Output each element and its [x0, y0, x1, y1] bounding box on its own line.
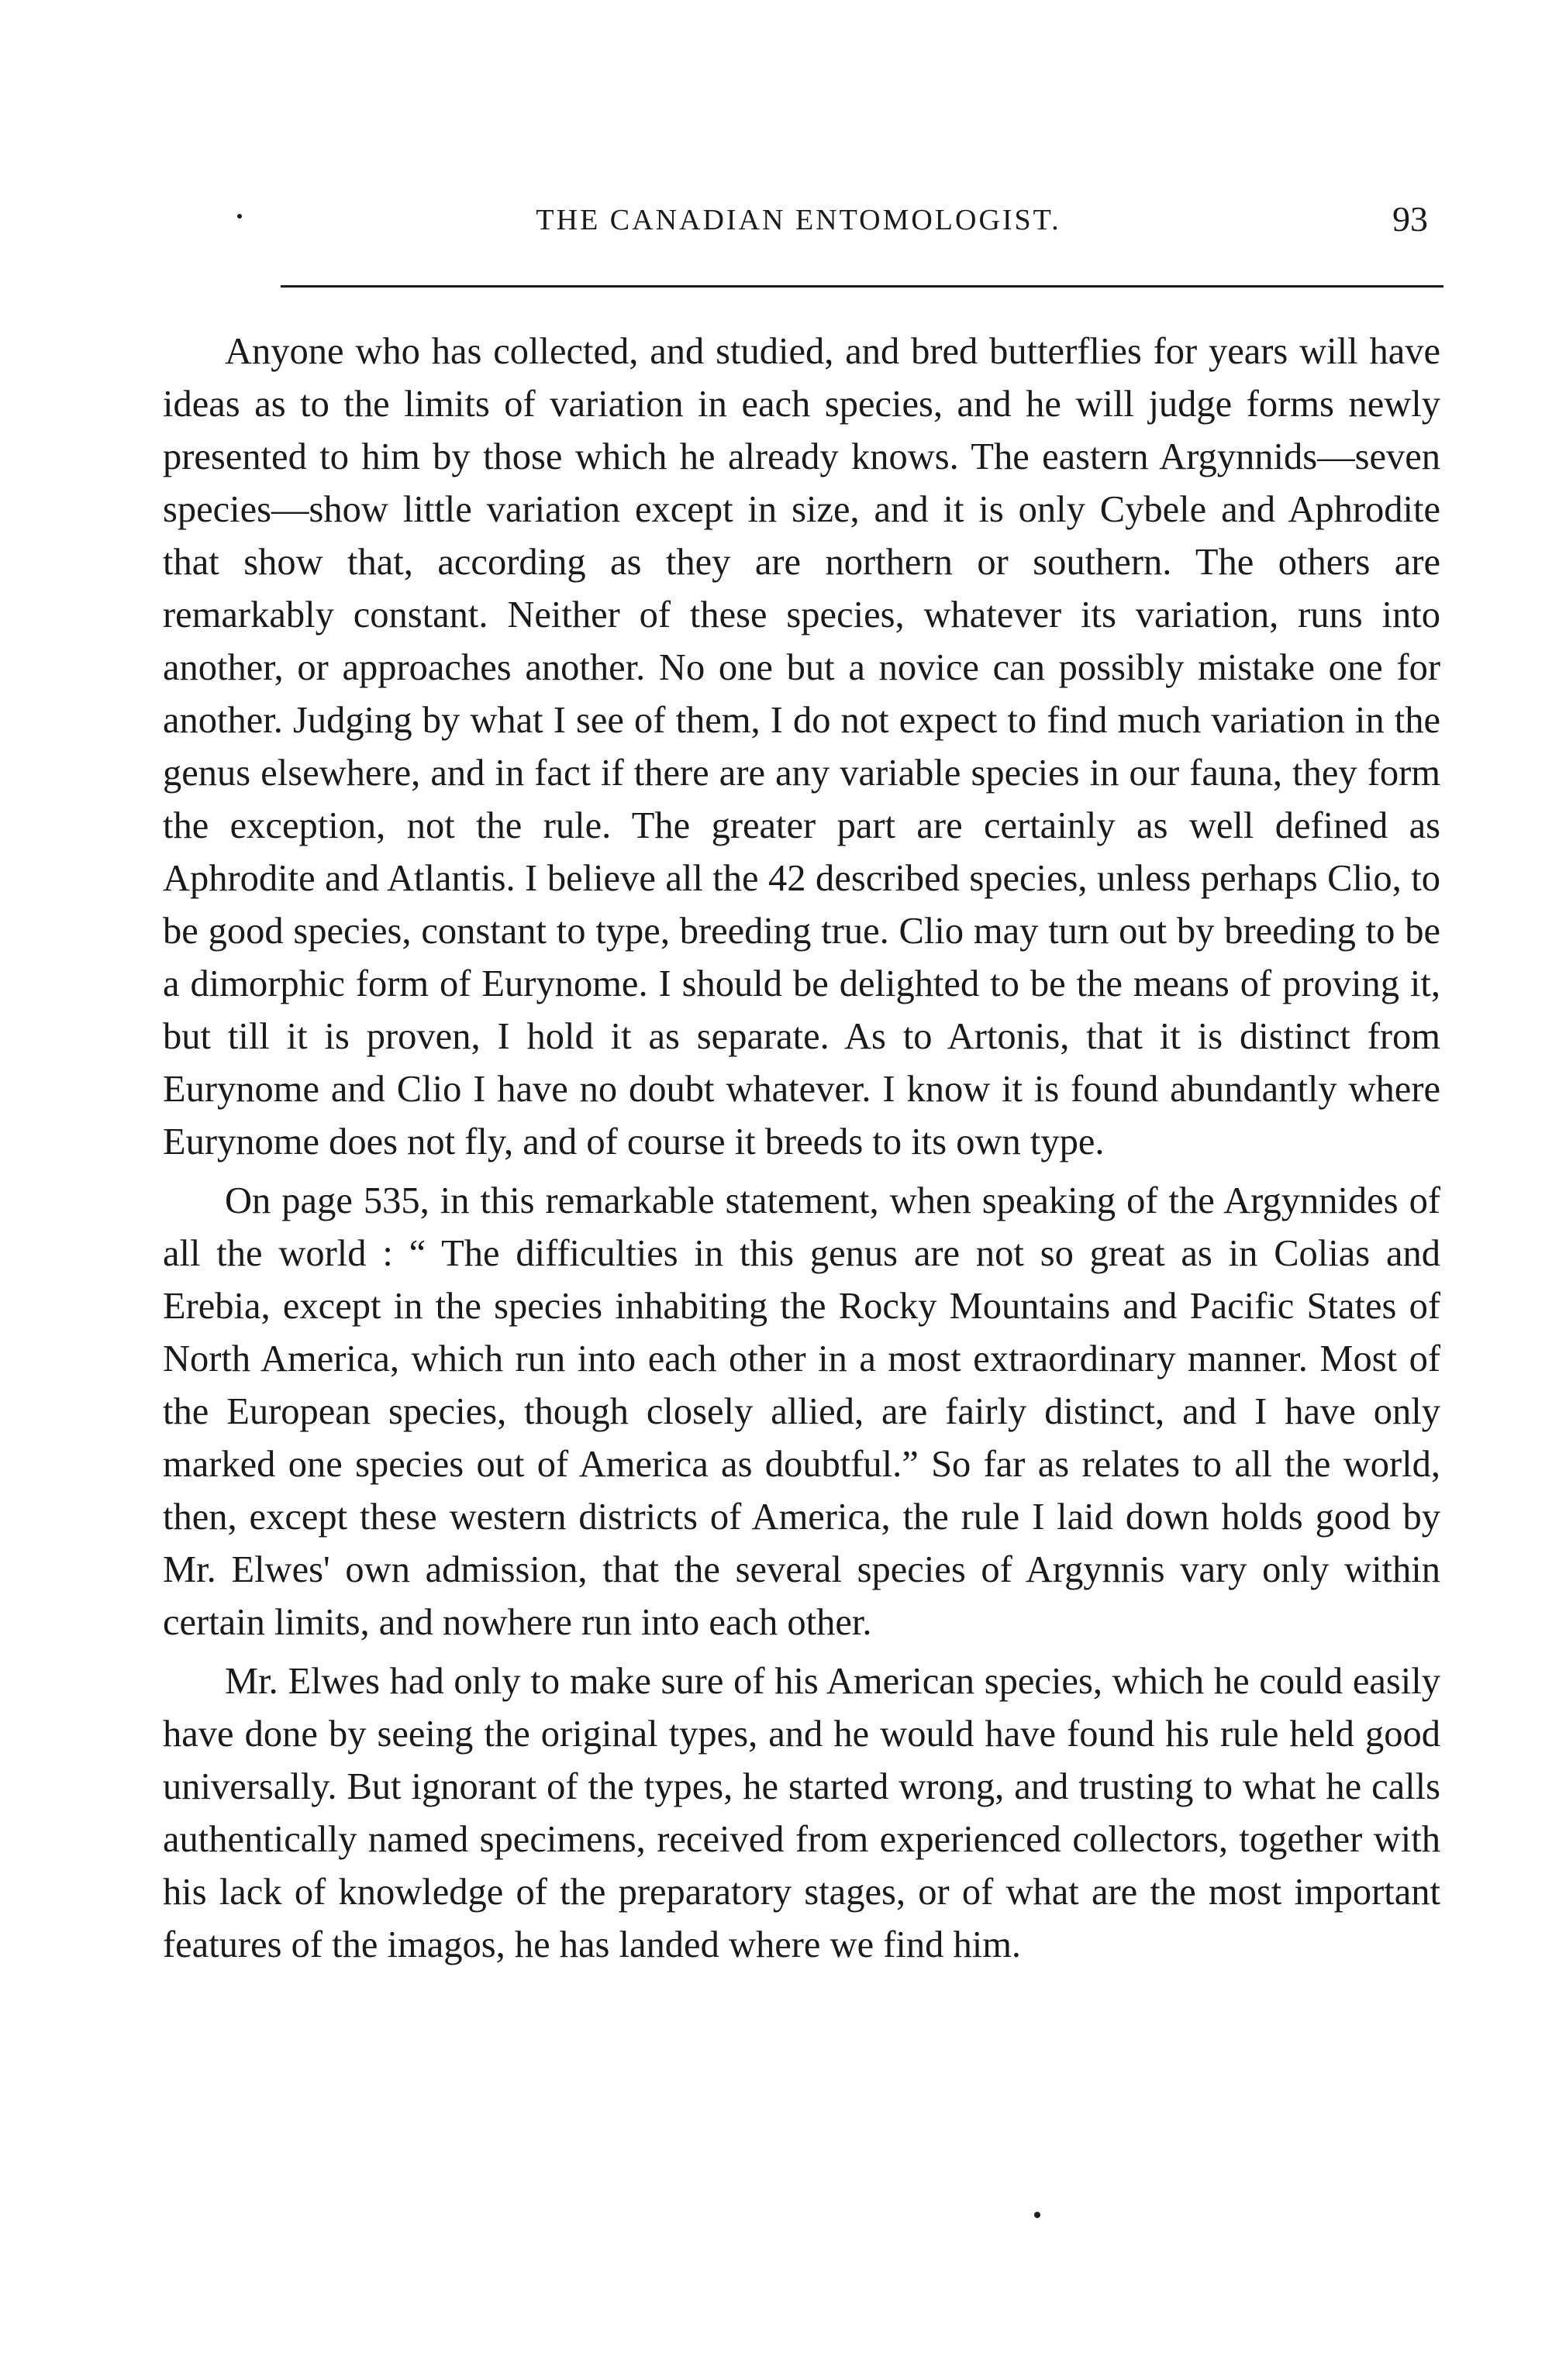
running-head [163, 199, 1434, 250]
paragraph-1: Anyone who has collected, and studied, and bred butterflies for years will have ideas as to the limits of variation in each species, and he will judge forms newly presented to him by those which he already knows. The eastern Argynnids—seven species—show little variation except in size, and it is only Cybele and Aphrodite that show that, according as they are northern or southern. The others are remarkably constant. Neither of these species, whatever its variation, runs into another, or approaches another. No one but a novice can possibly mistake one for another. Judging by what I see of them, I do not expect to find much variation in the genus elsewhere, and in fact if there are any variable species in our fauna, they form the exception, not the rule. The greater part are certainly as well defined as Aphrodite and Atlantis. I believe all the 42 described species, unless perhaps Clio, to be good species, constant to type, breeding true. Clio may turn out by breeding to be a dimorphic form of Eurynome. I should be delighted to be the means of proving it, but till it is proven, I hold it as separate. As to Artonis, that it is distinct from Eurynome and Clio I have no doubt whatever. I know it is found abundantly where Eurynome does not fly, and of course it breeds to its own type. [163, 331, 1440, 1162]
page-number: 93 [1392, 199, 1428, 239]
journal-title: THE CANADIAN ENTOMOLOGIST. [536, 204, 1061, 236]
body-text [163, 325, 1440, 1978]
paragraph-3: Mr. Elwes had only to make sure of his American species, which he could easily have done by seeing the original types, and he would have found his rule held good universally. But ignorant of the types, he started wrong, and trusting to what he calls authentically named specimens, received from experienced collectors, together with his lack of knowledge of the preparatory stages, or of what are the most important features of the imagos, he has landed where we find him. [163, 1661, 1440, 1965]
paragraph-2: On page 535, in this remarkable statement, when speaking of the Argynnides of all the world : “ The difficulties in this genus are not so great as in Colias and Erebia, except in the species inhabiting the Rocky Mountains and Pacific States of North America, which run into each other in a most extraordinary manner. Most of the European species, though closely allied, are fairly distinct, and I have only marked one species out of America as doubtful.” So far as relates to all the world, then, except these western districts of America, the rule I laid down holds good by Mr. Elwes' own admission, that the several species of Argynnis vary only within certain limits, and nowhere run into each other. [163, 1180, 1440, 1643]
bottom-dot [1034, 2212, 1040, 2218]
header-rule [281, 285, 1443, 288]
